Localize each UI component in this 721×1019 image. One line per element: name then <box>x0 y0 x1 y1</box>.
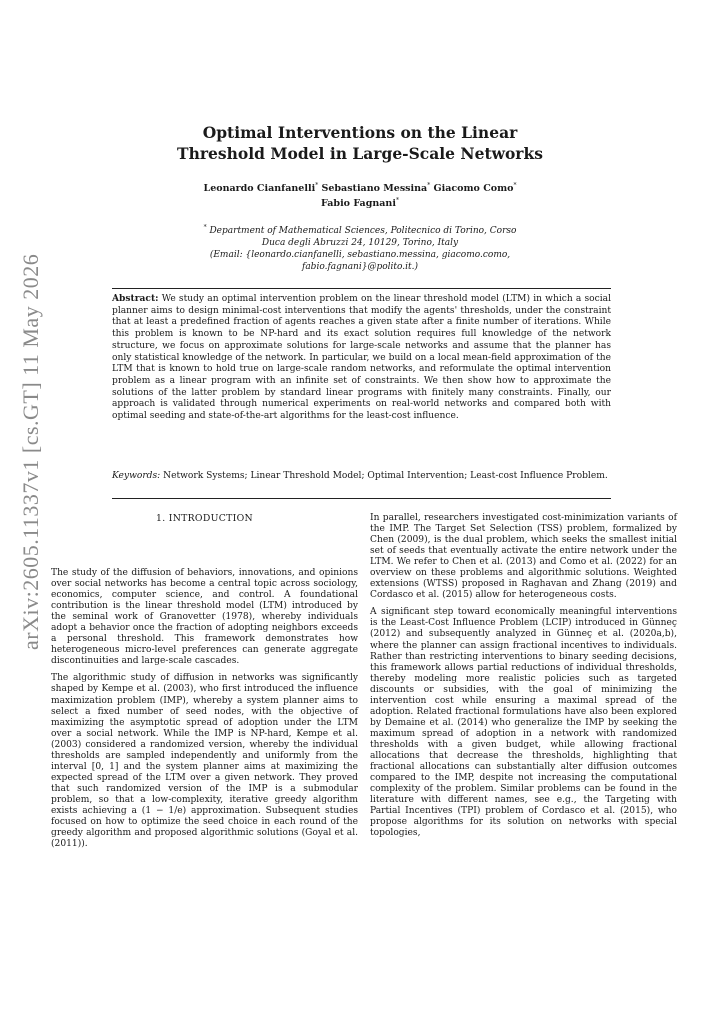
author-list <box>150 180 570 210</box>
affiliation-line: Duca degli Abruzzi 24, 10129, Torino, Italy <box>261 238 459 248</box>
paragraph: The study of the diffusion of behaviors, innovations, and opinions over social networks has become a central topic across sociology, economics, computer science, and control. A foundational contribution is the linear threshold model (LTM) introduced by the seminal work of Granovetter (1978), whereby individuals adopt a behavior once the fraction of adopting neighbors exceeds a personal threshold. This framework demonstrates how heterogeneous micro-level preferences can generate aggregate discontinuities and large-scale cascades. <box>51 568 358 667</box>
affiliation-line: Department of Mathematical Sciences, Politecnico di Torino, Corso <box>209 226 517 236</box>
author-mark: * <box>395 197 399 205</box>
affiliation-email: fabio.fagnani}@polito.it.) <box>301 262 419 272</box>
title-line-1: Optimal Interventions on the Linear <box>202 123 518 142</box>
paragraph: The algorithmic study of diffusion in networks was significantly shaped by Kempe et al. (2003), who first introduced the influence maximization problem (IMP), whereby a system planner aims to select a fixed number of seed nodes, with the objective of maximizing the asymptotic spread of adoption under the LTM over a social network. While the IMP is NP-hard, Kempe et al. (2003) considered a randomized version, whereby the individual thresholds are sampled independently and uniformly from the interval [0, 1] and the system planner aims at maximizing the expected spread of the LTM over a given network. They proved that such randomized version of the IMP is a submodular problem, so that a low-complexity, iterative greedy algorithm exists achieving a (1 − 1/e) approximation. Subsequent studies focused on how to optimize the seed choice in each round of the greedy algorithm and proposed algorithmic solutions (Goyal et al. (2011)). <box>51 673 358 850</box>
keywords-label: Keywords: <box>112 471 161 481</box>
author-name: Sebastiano Messina <box>321 183 428 195</box>
paper-title <box>150 122 570 164</box>
affiliation-email: (Email: {leonardo.cianfanelli, sebastiano.messina, giacomo.como, <box>209 250 511 260</box>
keywords-text: Network Systems; Linear Threshold Model; Optimal Intervention; Least-cost Influence Problem. <box>163 471 608 481</box>
section-heading: 1. INTRODUCTION <box>156 513 253 524</box>
author-mark: * <box>315 182 319 189</box>
author-name: Giacomo Como <box>433 183 514 195</box>
abstract-text: We study an optimal intervention problem on the linear threshold model (LTM) in which a social planner aims to design minimal-cost interventions that modify the agents' thresholds, under the constraint that at least a predefined fraction of agents reaches a given state after a finite number of iterations. While this problem is known to be NP-hard and its exact solution requires full knowledge of the network structure, we focus on approximate solutions for large-scale networks and assume that the planner has only statistical knowledge of the network. In particular, we build on a local mean-field approximation of the LTM that is known to hold true on large-scale random networks, and reformulate the optimal intervention problem as a linear program with an infinite set of constraints. We then show how to approximate the solutions of the latter problem by standard linear programs with finitely many constraints. Finally, our approach is validated through numerical experiments on real-world networks and compared both with optimal seeding and state-of-the-art algorithms for the least-cost influence. <box>112 294 611 422</box>
right-column <box>370 513 677 845</box>
abstract-label: Abstract: <box>112 293 159 304</box>
paragraph: A significant step toward economically meaningful interventions is the Least-Cost Influence Problem (LCIP) introduced in Günneç (2012) and subsequently analyzed in Günneç et al. (2020a,b), where the planner can assign fractional incentives to individuals. Rather than restricting interventions to binary seeding decisions, this framework allows partial reductions of individual thresholds, thereby modeling more realistic policies such as targeted discounts or subsidies, with the goal of minimizing the intervention cost while ensuring a maximal spread of the adoption. Related fractional formulations have also been explored by Demaine et al. (2014) who generalize the IMP by seeking the maximum spread of adoption in a network with randomized thresholds with a given budget, while allowing fractional allocations that decrease the thresholds, highlighting that fractional allocations can substantially alter diffusion outcomes compared to the IMP, despite not increasing the computational complexity of the problem. Similar problems can be found in the literature with different names, see e.g., the Targeting with Partial Incentives (TPI) problem of Cordasco et al. (2015), who propose algorithms for its solution on networks with special topologies, <box>370 607 677 839</box>
affiliation <box>150 222 570 273</box>
author-name: Leonardo Cianfanelli <box>203 183 316 195</box>
paragraph: In parallel, researchers investigated cost-minimization variants of the IMP. The Target Set Selection (TSS) problem, formalized by Chen (2009), is the dual problem, which seeks the smallest initial set of seeds that eventually activate the entire network under the LTM. We refer to Chen et al. (2013) and Como et al. (2022) for an overview on these problems and algorithmic solutions. Weighted extensions (WTSS) proposed in Raghavan and Zhang (2019) and Cordasco et al. (2015) allow for heterogeneous costs. <box>370 513 677 601</box>
author-name: Fabio Fagnani <box>321 198 396 210</box>
arxiv-identifier: arXiv:2605.11337v1 [cs.GT] 11 May 2026 <box>18 253 43 650</box>
top-rule <box>112 288 611 289</box>
left-column <box>51 568 358 856</box>
affiliation-mark: * <box>203 224 207 231</box>
author-mark: * <box>427 182 431 189</box>
title-line-2: Threshold Model in Large-Scale Networks <box>177 144 543 163</box>
author-mark: * <box>513 182 517 189</box>
abstract <box>112 293 611 423</box>
keywords <box>112 471 611 483</box>
bottom-rule <box>112 498 611 499</box>
